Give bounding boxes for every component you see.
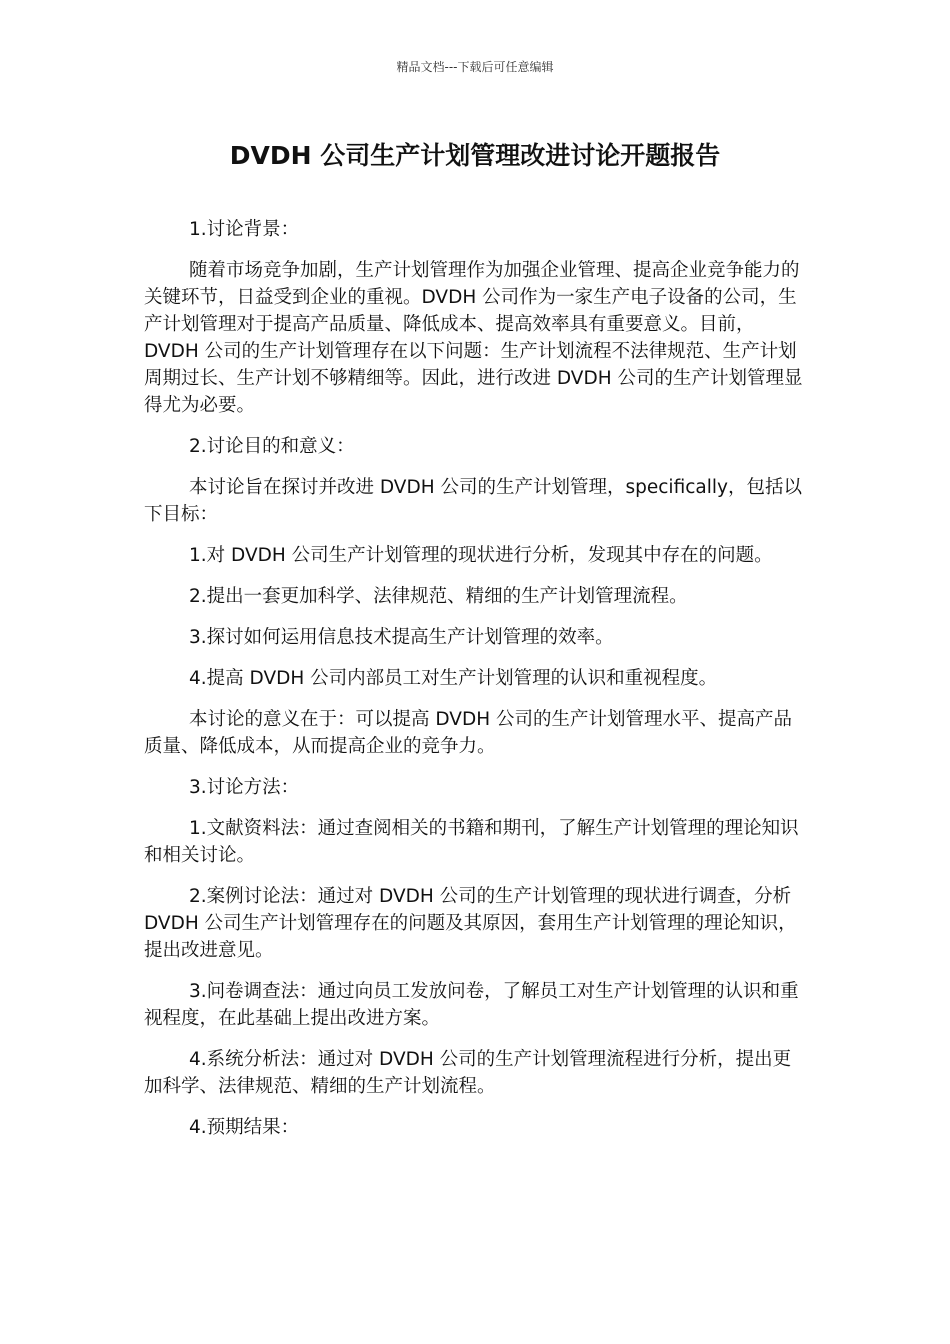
section-heading-background: 1.讨论背景： — [189, 219, 300, 240]
list-item-goal-2: 2.提出一套更加科学、法律规范、精细的生产计划管理流程。 — [189, 586, 688, 607]
list-item-method-2: 2.案例讨论法：通过对 DVDH 公司的生产计划管理的现状进行调查，分析 DVDH 公司生产计划管理存在的问题及其原因，套用生产计划管理的理论知识，提出改进意见。 — [144, 886, 797, 961]
list-item-goal-3: 3.探讨如何运用信息技术提高生产计划管理的效率。 — [189, 627, 614, 648]
document-body — [144, 216, 806, 1155]
section-heading-purpose: 2.讨论目的和意义： — [189, 436, 355, 457]
paragraph-significance: 本讨论的意义在于：可以提高 DVDH 公司的生产计划管理水平、提高产品质量、降低成本，从而提高企业的竞争力。 — [144, 709, 792, 757]
list-item-method-4: 4.系统分析法：通过对 DVDH 公司的生产计划管理流程进行分析，提出更加科学、法律规范、精细的生产计划流程。 — [144, 1049, 792, 1097]
header-note: 精品文档---下载后可任意编辑 — [396, 60, 554, 74]
document-title: DVDH 公司生产计划管理改进讨论开题报告 — [229, 141, 721, 170]
list-item-method-3: 3.问卷调查法：通过向员工发放问卷，了解员工对生产计划管理的认识和重视程度，在此基础上提出改进方案。 — [144, 981, 799, 1029]
section-heading-expected-results: 4.预期结果： — [189, 1117, 300, 1138]
paragraph-purpose-intro: 本讨论旨在探讨并改进 DVDH 公司的生产计划管理，specifically，包括以下目标： — [144, 477, 802, 525]
list-item-goal-4: 4.提高 DVDH 公司内部员工对生产计划管理的认识和重视程度。 — [189, 668, 718, 689]
paragraph-background: 随着市场竞争加剧，生产计划管理作为加强企业管理、提高企业竞争能力的关键环节，日益受到企业的重视。DVDH 公司作为一家生产电子设备的公司，生产计划管理对于提高产品质量、降低成本、提高效率具有重要意义。目前，DVDH 公司的生产计划管理存在以下问题：生产计划流程不法律规范、生产计划周期过长、生产计划不够精细等。因此，进行改进 DVDH 公司的生产计划管理显得尤为必要。 — [144, 260, 803, 416]
section-heading-methods: 3.讨论方法： — [189, 777, 300, 798]
list-item-method-1: 1.文献资料法：通过查阅相关的书籍和期刊，了解生产计划管理的理论知识和相关讨论。 — [144, 818, 799, 866]
list-item-goal-1: 1.对 DVDH 公司生产计划管理的现状进行分析，发现其中存在的问题。 — [189, 545, 773, 566]
